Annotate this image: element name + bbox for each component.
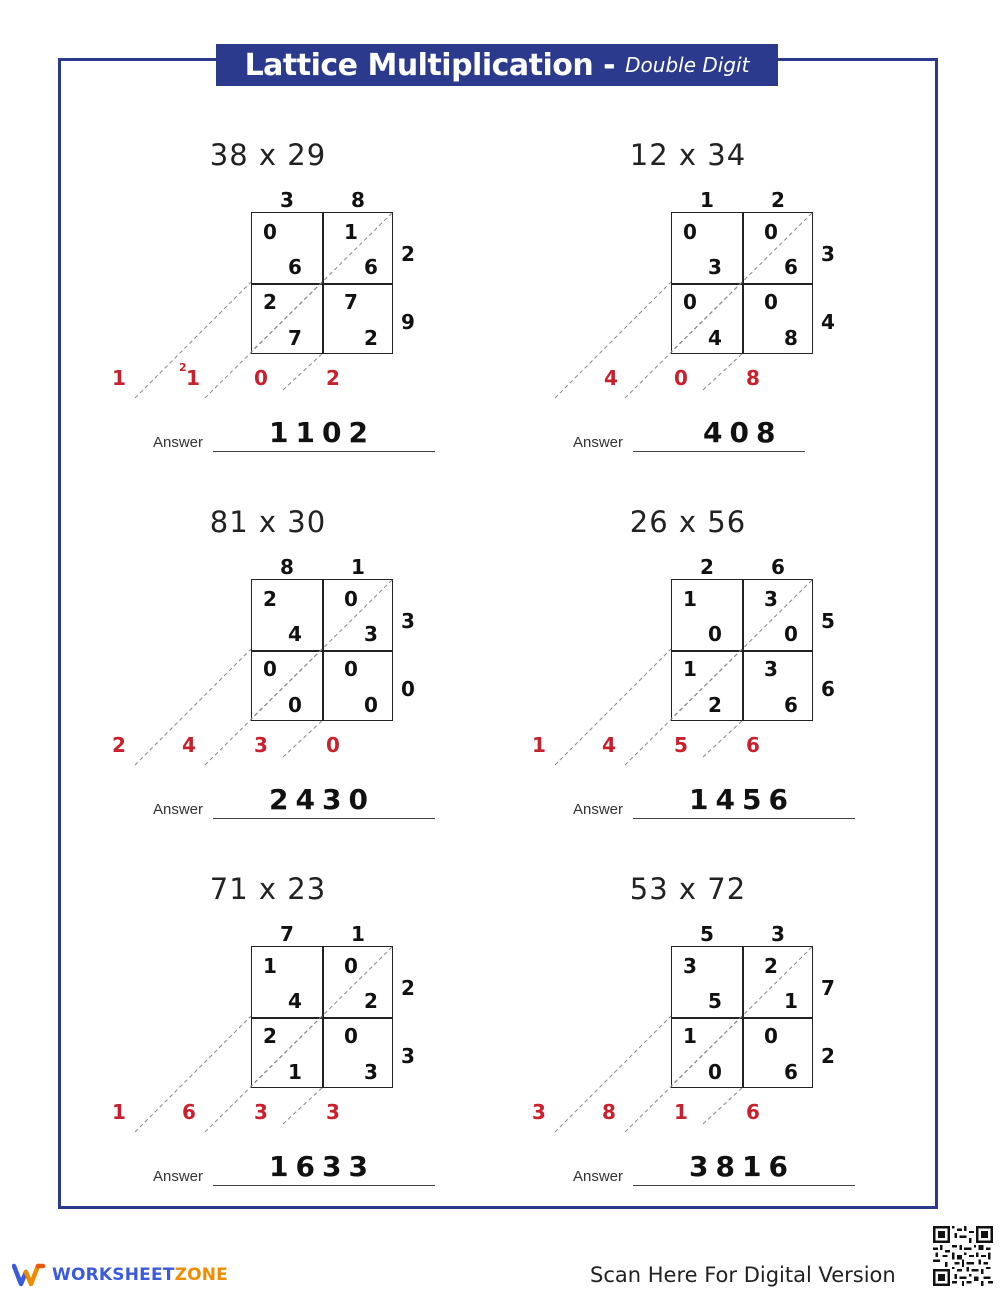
right-digit-1: 2 [401,976,415,1000]
top-digit-1: 8 [280,555,294,579]
logo-text: WORKSHEETZONE [52,1265,228,1285]
cell-br-tens: 3 [764,657,778,681]
worksheet-subtitle: Double Digit [625,53,750,77]
cell-bl-ones: 2 [708,693,722,717]
scan-instruction: Scan Here For Digital Version [590,1263,896,1287]
answer-label: Answer [573,1168,624,1185]
sum-digit-1: 1 [532,733,546,757]
problem-title: 81 x 30 [209,505,327,539]
right-digit-1: 7 [821,976,835,1000]
answer-value: 408 [703,416,783,449]
problem-title: 38 x 29 [209,138,327,172]
cell-br-ones: 6 [784,693,798,717]
sum-digit-2: 1 [186,366,200,390]
sum-digit-4: 2 [326,366,340,390]
top-digit-2: 1 [351,555,365,579]
sum-digit-2: 0 [674,366,688,390]
top-digit-2: 2 [771,188,785,212]
cell-br-ones: 8 [784,326,798,350]
answer-value: 1633 [269,1150,375,1183]
cell-tr-ones: 2 [364,989,378,1013]
cell-tl-ones: 5 [708,989,722,1013]
qr-code-icon[interactable] [933,1226,993,1286]
cell-bl-tens: 0 [263,657,277,681]
cell-bl-ones: 0 [288,693,302,717]
sum-digit-1: 3 [532,1100,546,1124]
sum-digit-1: 1 [112,1100,126,1124]
answer-line [213,451,435,452]
right-digit-2: 4 [821,310,835,334]
cell-tl-tens: 1 [263,954,277,978]
problem-2 [478,138,898,498]
sum-digit-3: 3 [254,733,268,757]
cell-bl-ones: 4 [708,326,722,350]
diagonal-guides [58,872,478,1132]
problem-title: 53 x 72 [629,872,747,906]
sum-digit-1: 1 [112,366,126,390]
diagonal-guides [478,138,898,398]
cell-tl-ones: 0 [708,622,722,646]
cell-tr-tens: 1 [344,220,358,244]
top-digit-1: 2 [700,555,714,579]
cell-tr-tens: 0 [764,220,778,244]
top-digit-2: 3 [771,922,785,946]
cell-tr-ones: 1 [784,989,798,1013]
cell-tr-tens: 0 [344,587,358,611]
carry-digit: 2 [179,361,187,374]
answer-label: Answer [573,434,624,451]
cell-tr-tens: 3 [764,587,778,611]
cell-br-tens: 7 [344,290,358,314]
answer-label: Answer [153,1168,204,1185]
problem-title: 71 x 23 [209,872,327,906]
cell-tr-ones: 0 [784,622,798,646]
cell-tr-ones: 6 [364,255,378,279]
sum-digit-4: 6 [746,733,760,757]
cell-br-ones: 0 [364,693,378,717]
answer-line [213,818,435,819]
title-banner [216,44,778,86]
right-digit-2: 6 [821,677,835,701]
top-digit-2: 6 [771,555,785,579]
top-digit-2: 8 [351,188,365,212]
top-digit-1: 5 [700,922,714,946]
cell-bl-tens: 2 [263,290,277,314]
sum-digit-4: 3 [326,1100,340,1124]
sum-digit-2: 4 [602,733,616,757]
sum-digit-3: 0 [254,366,268,390]
top-digit-2: 1 [351,922,365,946]
sum-digit-4: 6 [746,1100,760,1124]
sum-digit-4: 0 [326,733,340,757]
problem-1 [58,138,478,498]
cell-bl-ones: 1 [288,1060,302,1084]
problem-5 [58,872,478,1232]
cell-br-tens: 0 [344,657,358,681]
cell-bl-tens: 1 [683,1024,697,1048]
answer-line [633,818,855,819]
problem-4 [478,505,898,865]
diagonal-guides [58,505,478,765]
right-digit-2: 9 [401,310,415,334]
logo-w-icon [12,1262,46,1288]
cell-tl-tens: 1 [683,587,697,611]
top-digit-1: 1 [700,188,714,212]
answer-line [213,1185,435,1186]
diagonal-guides [58,138,478,398]
answer-label: Answer [153,434,204,451]
cell-br-tens: 0 [344,1024,358,1048]
problem-title: 12 x 34 [629,138,747,172]
sum-digit-2: 4 [182,733,196,757]
cell-bl-ones: 7 [288,326,302,350]
diagonal-guides [478,872,898,1132]
top-digit-1: 3 [280,188,294,212]
sum-digit-3: 5 [674,733,688,757]
cell-br-tens: 0 [764,290,778,314]
sum-digit-2: 6 [182,1100,196,1124]
sum-digit-3: 3 [254,1100,268,1124]
right-digit-1: 3 [821,242,835,266]
cell-tr-ones: 3 [364,622,378,646]
cell-bl-tens: 1 [683,657,697,681]
cell-tl-tens: 0 [683,220,697,244]
cell-bl-tens: 2 [263,1024,277,1048]
sum-digit-3: 1 [674,1100,688,1124]
cell-tr-tens: 2 [764,954,778,978]
cell-br-ones: 6 [784,1060,798,1084]
right-digit-2: 3 [401,1044,415,1068]
cell-tl-ones: 6 [288,255,302,279]
cell-tl-ones: 4 [288,989,302,1013]
cell-tl-ones: 3 [708,255,722,279]
answer-value: 2430 [269,783,375,816]
worksheet-title: Lattice Multiplication - [244,47,616,83]
problem-6 [478,872,898,1232]
cell-tr-tens: 0 [344,954,358,978]
right-digit-1: 3 [401,609,415,633]
right-digit-1: 5 [821,609,835,633]
answer-value: 1456 [689,783,795,816]
answer-value: 1102 [269,416,375,449]
answer-value: 3816 [689,1150,795,1183]
cell-tl-tens: 2 [263,587,277,611]
sum-digit-3: 8 [746,366,760,390]
sum-digit-1: 2 [112,733,126,757]
top-digit-1: 7 [280,922,294,946]
cell-br-ones: 2 [364,326,378,350]
answer-line [633,1185,855,1186]
worksheetzone-logo[interactable] [12,1262,228,1288]
right-digit-1: 2 [401,242,415,266]
cell-bl-tens: 0 [683,290,697,314]
cell-br-tens: 0 [764,1024,778,1048]
cell-bl-ones: 0 [708,1060,722,1084]
sum-digit-2: 8 [602,1100,616,1124]
problem-title: 26 x 56 [629,505,747,539]
answer-label: Answer [573,801,624,818]
cell-tl-ones: 4 [288,622,302,646]
problem-3 [58,505,478,865]
cell-tl-tens: 3 [683,954,697,978]
cell-tl-tens: 0 [263,220,277,244]
right-digit-2: 0 [401,677,415,701]
answer-line [633,451,805,452]
diagonal-guides [478,505,898,765]
cell-br-ones: 3 [364,1060,378,1084]
sum-digit-1: 4 [604,366,618,390]
answer-label: Answer [153,801,204,818]
right-digit-2: 2 [821,1044,835,1068]
cell-tr-ones: 6 [784,255,798,279]
